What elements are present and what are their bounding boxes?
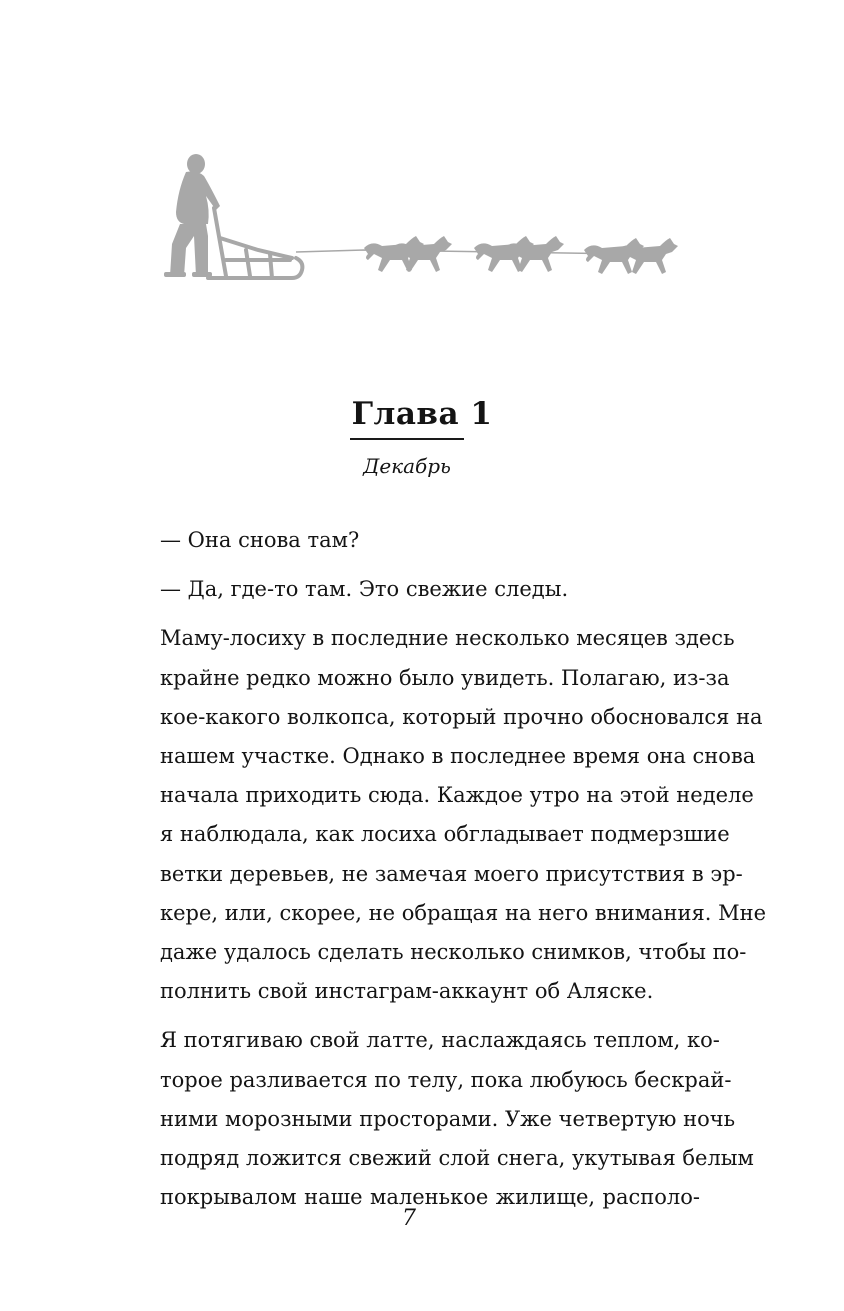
- paragraph: [150, 521, 700, 560]
- dog-sled-icon: [150, 140, 700, 290]
- page-number: 7: [402, 1206, 416, 1231]
- text-line: полнить свой инстаграм-аккаунт об Аляске.: [160, 979, 654, 1004]
- chapter-subtitle: Декабрь: [363, 454, 451, 478]
- paragraph: [150, 619, 767, 1011]
- dog-silhouette: [392, 236, 452, 272]
- text-line: Я потягиваю свой латте, наслаждаясь теплом, ко-: [160, 1028, 720, 1053]
- text-line: ветки деревьев, не замечая моего присутствия в эр-: [160, 861, 743, 886]
- text-line: ними морозными просторами. Уже четвертую ночь: [160, 1106, 736, 1131]
- text-line: даже удалось сделать несколько снимков, чтобы по-: [160, 940, 747, 965]
- text-line: нашем участке. Однако в последнее время она снова: [160, 744, 756, 769]
- text-line: — Да, где-то там. Это свежие следы.: [160, 577, 569, 602]
- text-line: торое разливается по телу, пока любуюсь бескрай-: [160, 1067, 732, 1092]
- dog-silhouette: [504, 236, 564, 272]
- text-line: кое-какого волкопса, который прочно обосновался на: [160, 704, 763, 729]
- paragraph: [150, 570, 700, 609]
- text-line: подряд ложится свежий слой снега, укутывая белым: [160, 1146, 754, 1171]
- text-line: кере, или, скорее, не обращая на него внимания. Мне: [160, 900, 767, 925]
- dog-sled-illustration: [150, 140, 700, 290]
- paragraph: [150, 1021, 754, 1217]
- text-line: начала приходить сюда. Каждое утро на этой неделе: [160, 783, 754, 808]
- body-text: [150, 521, 767, 1227]
- dogs: [364, 236, 678, 274]
- sled: [208, 208, 302, 278]
- text-line: Маму-лосиху в последние несколько месяцев здесь: [160, 626, 735, 651]
- chapter-title-underline: [350, 438, 464, 440]
- text-line: покрывалом наше маленькое жилище, располо-: [160, 1185, 700, 1210]
- musher-silhouette: [164, 154, 220, 277]
- chapter-title: Глава 1: [351, 396, 493, 432]
- gangline: [296, 250, 630, 254]
- text-line: крайне редко можно было увидеть. Полагаю, из-за: [160, 665, 730, 690]
- text-line: я наблюдала, как лосиха обгладывает подмерзшие: [160, 822, 730, 847]
- text-line: — Она снова там?: [160, 528, 360, 552]
